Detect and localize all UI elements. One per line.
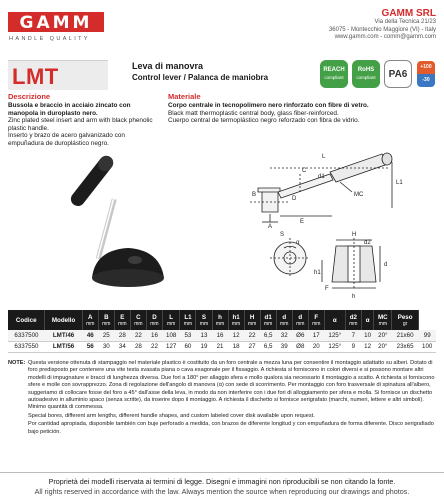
rohs-badge: RoHS compliant [352,60,380,88]
dim-label-H: H [352,232,357,238]
table-cell: 10 [361,330,374,341]
col-header: Modello [45,310,82,330]
dim-label-F: F [325,286,329,292]
table-cell: 127 [162,341,179,352]
dimensions-table [8,310,436,353]
side-view-drawing [250,153,392,222]
dim-label-C: C [302,168,307,174]
table-cell: 125° [324,341,345,352]
dim-label-d: d [384,262,388,268]
col-header: L1 mm [180,310,196,330]
table-cell: 28 [114,330,130,341]
table-cell: 16 [212,330,228,341]
table-cell: 53 [180,330,196,341]
col-header: α [324,310,345,330]
table-cell: 21 [212,341,228,352]
table-cell: 125° [324,330,345,341]
dim-label-L1: L1 [396,180,403,186]
footer-copyright-en: All rights reserved in accordance with the law. Always mention the source when reproducing our drawings and photos. [34,487,410,496]
col-header: F mm [308,310,324,330]
material-en: Black matt thermoplastic central body, glass fiber-reinforced. [168,109,339,117]
cell-model: LMT/46 [45,330,82,341]
table-cell: 12 [228,330,244,341]
dim-label-d1: d1 [318,174,325,180]
cell-a: 46 [82,330,98,341]
table-cell: 22 [130,330,146,341]
table-cell: 20° [374,330,392,341]
table-cell: 13 [196,330,212,341]
technical-drawing [0,148,444,308]
top-view-drawing [270,238,310,278]
col-header: E mm [114,310,130,330]
table-cell: 21x60 [392,330,419,341]
table-cell: 28 [130,341,146,352]
table-cell: 99 [418,330,436,341]
title-band [0,58,444,92]
header [0,0,444,58]
table-row [8,330,436,341]
description-es: Inserto y brazo de acero galvanizado con empuñadura de duroplástico negro. [8,132,125,147]
dim-label-S: S [280,232,285,238]
col-header: α [361,310,374,330]
table-cell: 20° [374,341,392,352]
notes-es: Por cantidad apropiada, disponible también con buje perforado a medida, con brazos de diferente longitud y con empuñadura de forma diferente. Disco serigrafiado bajo petición. [28,421,434,435]
table-cell: 39 [276,341,292,352]
svg-text:GAMM: GAMM [19,13,93,33]
table-cell: 108 [162,330,179,341]
table-cell: 27 [244,341,260,352]
material-es: Cuerpo central de termoplástico negro reforzado con fibra de vidrio. [168,117,360,125]
table-cell: 7 [345,330,361,341]
notes-body [28,360,436,436]
thermometer-icon: +100 -30 [417,61,435,87]
col-header: h1 mm [228,310,244,330]
col-header: B mm [98,310,114,330]
table-cell: 9 [345,341,361,352]
info-section [8,92,436,147]
temperature-badge [416,60,436,88]
product-name-it: Leva di manovra [132,61,204,71]
gamm-logo [8,10,104,42]
notes-label: NOTE: [8,360,26,366]
table-cell: 12 [361,341,374,352]
col-header: h mm [212,310,228,330]
table-cell: 20 [308,341,324,352]
product-name [132,61,268,82]
company-address: Via della Tecnica 21/23 [374,19,436,25]
col-header: d1 mm [260,310,276,330]
col-header: d mm [292,310,308,330]
cell-code: 6337500 [8,330,45,341]
product-photo [68,153,164,287]
table-cell: 30 [98,341,114,352]
col-header: L mm [162,310,179,330]
dim-label-B: B [252,192,257,198]
col-header: Peso gr [392,310,419,330]
footer-copyright-it: Proprietà dei modelli riservata ai termini di legge. Disegni e immagini non riproducibili se non citando la fonte. [48,477,396,486]
table-cell: 22 [244,330,260,341]
table-cell: 19 [196,341,212,352]
table-cell: 6,5 [260,330,276,341]
company-contacts: www.gamm.com - comm@gamm.com [334,34,436,40]
description-block [8,92,156,148]
col-header: C mm [130,310,146,330]
notes-en: Special bores, different arm lengths, different handle shapes, and custom labeled cover disk available upon request. [28,412,315,419]
product-code-box [8,60,108,90]
drawing-svg [0,148,444,308]
product-name-en-es: Control lever / Palanca de maniobra [132,73,269,82]
table-cell: Ø6 [292,330,308,341]
col-header: d mm [276,310,292,330]
description-heading: Descrizione [8,92,51,101]
dim-label-d2: d2 [364,240,371,246]
table-cell: 22 [146,341,162,352]
description-it: Bussola e braccio in acciaio zincato con manopola in duroplasto nero. [8,102,131,117]
cell-model: LMT/56 [45,341,82,352]
logo-tagline: HANDLE QUALITY [9,36,90,42]
table-cell: 32 [276,330,292,341]
company-name: GAMM SRL [381,8,436,19]
section-view-drawing [322,238,380,288]
notes-section [8,360,436,437]
reach-badge: REACH compliant [320,60,348,88]
dim-label-D: D [292,196,297,202]
table-cell: 25 [98,330,114,341]
dim-label-h: h [352,294,356,300]
table-cell: 6,5 [260,341,276,352]
table-cell: 17 [308,330,324,341]
footer [0,472,444,496]
dim-label-L: L [322,154,326,160]
table-cell: 18 [228,341,244,352]
dim-label-MC: MC [354,192,364,198]
material-badge: PA6 [384,60,412,88]
table-header-row [8,310,436,330]
cell-a: 56 [82,341,98,352]
notes-it: Questa versione ottenuta di stampaggio nel materiale plastico è costituito da un foro centrale a mezza luna per consentire il montaggio adattatto su alberi. Dotato di foro predisposto per contenere una vite testa svasata piana o cava esagonale per il fissaggio. A richiesta si forniscono in colori diversi e si possono montare altri modelli di impugnature e bracci di lunghezza diversa. Due fori a 180° per allaggio sfera e mollo qualora sia necessario il montaggio a scatto. A richiesta si forniscono sfere e molle con sovrapprezzo. Zona di regolazione dell'angolo di manovra (α) con sede di scorrimento. Per montaggio con foro trasversale di spinatura all'albero, suggeriamo di collocare fosse del foro a 45° dall'asse della leva, in modo da non interferire con i due fori di alloggiamento per sfera e molla. Si fornisce un dischetto autoadesivo in alluminio spaco (senza scritte), da inserire dopo il montaggio. A richiesta il dischetto si fornisce serigrafato (marchi, numeri, lettere e altri simboli). Minimo quantità di commessa. [28,360,435,411]
table-cell: 60 [180,341,196,352]
material-heading: Materiale [168,92,201,101]
description-en: Zinc plated steel insert and arm with black phenolic plastic handle. [8,117,153,132]
cell-code: 6337550 [8,341,45,352]
table-row [8,341,436,352]
logo-wordmark [8,10,104,34]
table-cell: Ø8 [292,341,308,352]
col-header: A mm [82,310,98,330]
table-cell: 23x65 [392,341,419,352]
material-block [168,92,436,125]
col-header: D mm [146,310,162,330]
table-cell: 100 [418,341,436,352]
col-header: MC mm [374,310,392,330]
material-it: Corpo centrale in tecnopolimero nero rinforzato con fibre di vetro. [168,102,369,109]
table-cell: 34 [114,341,130,352]
col-header: S mm [196,310,212,330]
col-header: Codice [8,310,45,330]
dim-label-E: E [300,219,305,225]
product-code: LMT [12,64,59,89]
dim-label-a: α [296,240,300,246]
dim-label-h1: h1 [314,270,321,276]
company-info [329,8,436,42]
dim-label-A: A [268,224,273,230]
col-header: H mm [244,310,260,330]
col-header: d2 mm [345,310,361,330]
certification-badges [320,60,436,88]
table-cell: 16 [146,330,162,341]
company-city: 36075 - Montecchio Maggiore (VI) - Italy [328,26,436,33]
